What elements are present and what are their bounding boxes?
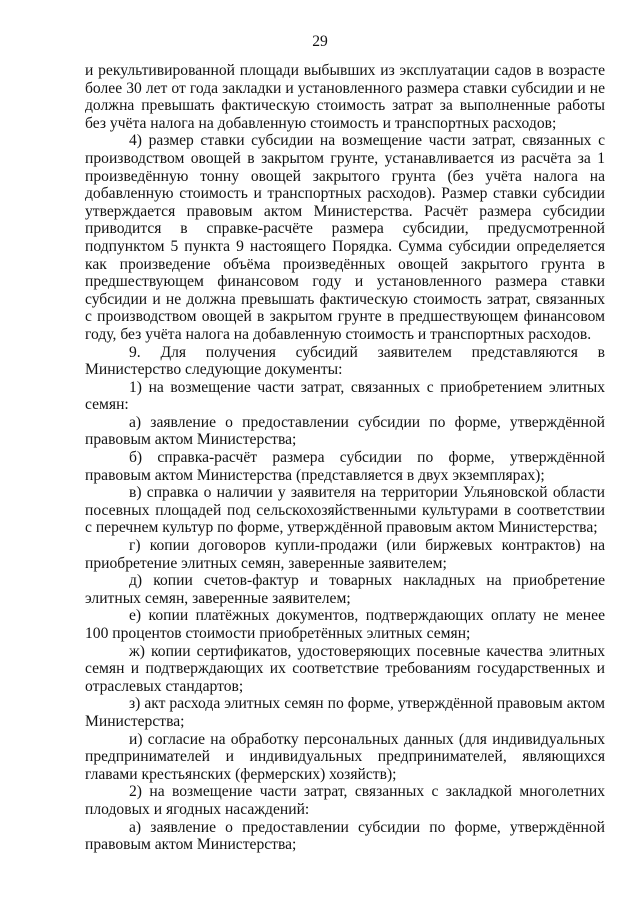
paragraph-continuation: и рекультивированной площади выбывших из эксплуатации садов в возрасте более 30 лет от года закладки и установленного размера ставки субсидии и не должна превышать фактическую стоимость затрат за выполненные работы без учёта налога на добавленную стоимость и транспортных расходов;: [85, 62, 605, 132]
paragraph-item-2-perennial-plantings: 2) на возмещение части затрат, связанных с закладкой многолетних плодовых и ягодных насаждений:: [85, 783, 605, 818]
paragraph-subitem-a-application: а) заявление о предоставлении субсидии по форме, утверждённой правовым актом Министерства;: [85, 413, 605, 449]
paragraph-subitem-e-payments: е) копии платёжных документов, подтверждающих оплату не менее 100 процентов стоимости приобретённых элитных семян;: [85, 607, 605, 642]
paragraph-section-9-intro: 9. Для получения субсидий заявителем представляются в Министерство следующие документы:: [85, 343, 605, 379]
paragraph-subitem-g-contracts: г) копии договоров купли-продажи (или биржевых контрактов) на приобретение элитных семян, заверенные заявителем;: [85, 537, 605, 572]
paragraph-subitem-z-seed-usage-act: з) акт расхода элитных семян по форме, утверждённой правовым актом Министерства;: [85, 695, 605, 730]
paragraph-item-1-elite-seeds: 1) на возмещение части затрат, связанных с приобретением элитных семян:: [85, 378, 605, 414]
page-number: 29: [312, 33, 328, 50]
paragraph-subitem-a-application-2: а) заявление о предоставлении субсидии по форме, утверждённой правовым актом Министерства;: [85, 818, 605, 854]
document-body: [85, 62, 605, 854]
paragraph-item-4-vegetables-rate: 4) размер ставки субсидии на возмещение части затрат, связанных с производством овощей в закрытом грунте, устанавливается из расчёта за 1 произведённую тонну овощей закрытого грунта (без учёта налога на добавленную стоимость и транспортных расходов). Размер ставки субсидии утверждается правовым актом Министерства. Расчёт размера субсидии приводится в справке-расчёте размера субсидии, предусмотренной подпунктом 5 пункта 9 настоящего Порядка. Сумма субсидии определяется как произведение объёма произведённых овощей закрытого грунта в предшествующем финансовом году и установленного размера ставки субсидии и не должна превышать фактическую стоимость затрат, связанных с производством овощей в закрытом грунте в предшествующем финансовом году, без учёта налога на добавленную стоимость и транспортных расходов.: [85, 132, 605, 343]
paragraph-subitem-d-invoices: д) копии счетов-фактур и товарных накладных на приобретение элитных семян, заверенные заявителем;: [85, 572, 605, 607]
paragraph-subitem-b-calculation: б) справка-расчёт размера субсидии по форме, утверждённой правовым актом Министерства (представляется в двух экземплярах);: [85, 449, 605, 484]
paragraph-subitem-v-sown-areas: в) справка о наличии у заявителя на территории Ульяновской области посевных площадей под сельскохозяйственными культурами в соответствии с перечнем культур по форме, утверждённой правовым актом Министерства;: [85, 484, 605, 537]
paragraph-subitem-zh-certificates: ж) копии сертификатов, удостоверяющих посевные качества элитных семян и подтверждающих их соответствие требованиям государственных и отраслевых стандартов;: [85, 642, 605, 695]
paragraph-subitem-i-personal-data: и) согласие на обработку персональных данных (для индивидуальных предпринимателей и индивидуальных предпринимателей, являющихся главами крестьянских (фермерских) хозяйств);: [85, 730, 605, 783]
